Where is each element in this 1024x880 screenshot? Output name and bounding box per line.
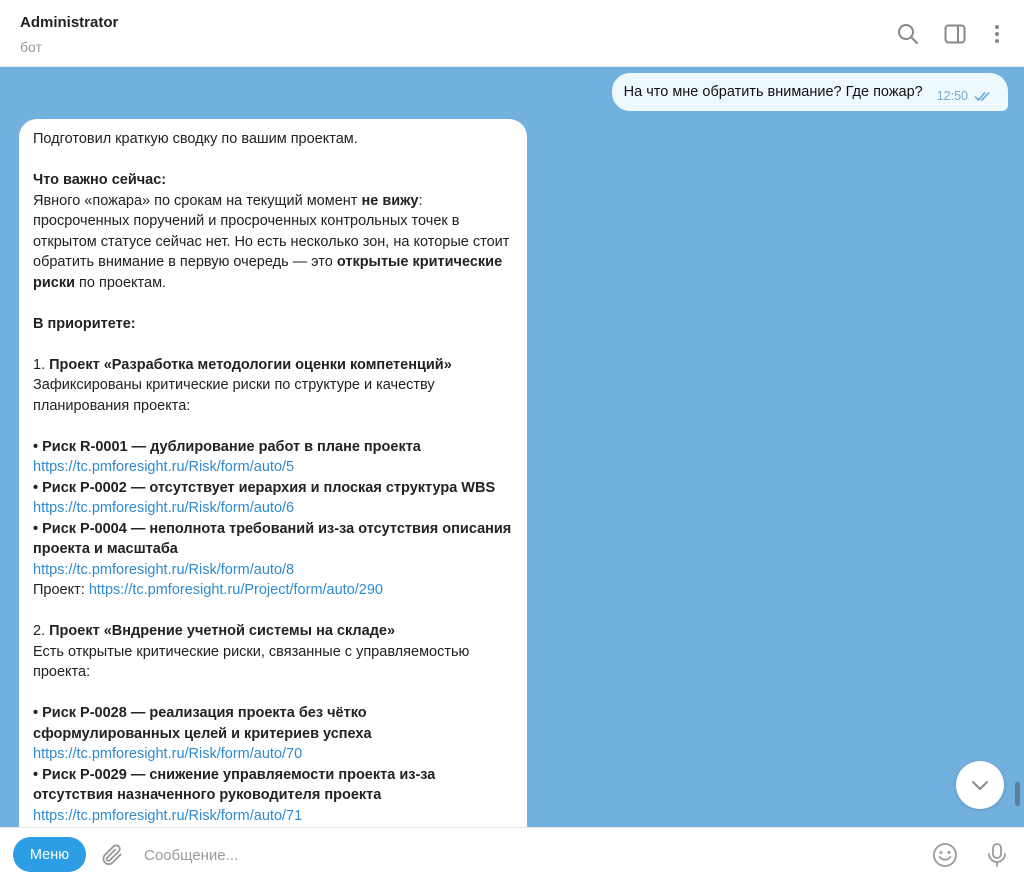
risk-link[interactable]: https://tc.pmforesight.ru/Risk/form/auto/8 <box>33 561 295 578</box>
project-2-title: 2. Проект «Вндрение учетной системы на складе» <box>33 623 396 639</box>
search-icon[interactable] <box>896 22 920 46</box>
incoming-message[interactable] <box>19 119 527 827</box>
chevron-down-icon <box>968 773 992 797</box>
microphone-icon[interactable] <box>984 841 1010 869</box>
outgoing-message-text: На что мне обратить внимание? Где пожар? <box>623 84 923 100</box>
important-heading: Что важно сейчас: <box>33 172 167 188</box>
sidebar-toggle-icon[interactable] <box>943 22 967 46</box>
project-1-title: 1. Проект «Разработка методологии оценки компетенций» <box>33 356 452 373</box>
project-link[interactable]: https://tc.pmforesight.ru/Project/form/auto/290 <box>88 582 383 598</box>
risk-link[interactable]: https://tc.pmforesight.ru/Risk/form/auto/71 <box>33 807 303 824</box>
chat-area[interactable] <box>0 67 1024 827</box>
project-1-description: Зафиксированы критические риски по структуре и качеству планирования проекта: <box>33 377 435 414</box>
risk-label: • Риск Р-0029 — снижение управляемости проекта из-за отсутствия назначенного руководителя проекта <box>33 766 436 803</box>
read-checks-icon <box>974 90 994 102</box>
risk-label: • Риск Р-0004 — неполнота требований из-за отсутствия описания проекта и масштаба <box>33 520 512 557</box>
risk-label: • Риск Р-0028 — реализация проекта без чётко сформулированных целей и критериев успеха <box>33 705 372 742</box>
chat-subtitle: бот <box>20 39 42 55</box>
project-2-description: Есть открытые критические риски, связанные с управляемостью проекта: <box>33 643 470 680</box>
intro-text: Подготовил краткую сводку по вашим проектам. <box>33 131 358 147</box>
chat-title[interactable]: Administrator <box>20 14 119 31</box>
risk-label: • Риск R-0001 — дублирование работ в плане проекта <box>33 438 421 455</box>
menu-button[interactable]: Меню <box>13 837 86 872</box>
risk-link[interactable]: https://tc.pmforesight.ru/Risk/form/auto/70 <box>33 746 303 762</box>
risk-label: • Риск Р-0002 — отсутствует иерархия и плоская структура WBS <box>33 479 496 496</box>
summary-paragraph: Явного «пожара» по срокам на текущий момент не вижу: просроченных поручений и просроченных контрольных точек в открытом статусе сейчас нет. Но есть несколько зон, на которые стоит обратить внимание в первую очередь — это открытые критические риски по проектам. <box>33 192 510 291</box>
project-link-line: Проект: https://tc.pmforesight.ru/Project/form/auto/290 <box>33 582 383 598</box>
message-time: 12:50 <box>936 89 968 103</box>
chat-header <box>0 0 1024 67</box>
scrollbar-thumb[interactable] <box>1015 782 1020 806</box>
paperclip-icon[interactable] <box>99 842 125 868</box>
more-vertical-icon[interactable] <box>985 22 1009 46</box>
risk-link[interactable]: https://tc.pmforesight.ru/Risk/form/auto/6 <box>33 500 295 516</box>
outgoing-message[interactable] <box>612 73 1008 111</box>
emoji-icon[interactable] <box>931 841 959 869</box>
risk-link[interactable]: https://tc.pmforesight.ru/Risk/form/auto/5 <box>33 459 295 475</box>
priority-heading: В приоритете: <box>33 315 136 332</box>
scroll-down-button[interactable] <box>956 761 1004 809</box>
message-input[interactable] <box>144 842 904 868</box>
composer <box>0 827 1024 880</box>
